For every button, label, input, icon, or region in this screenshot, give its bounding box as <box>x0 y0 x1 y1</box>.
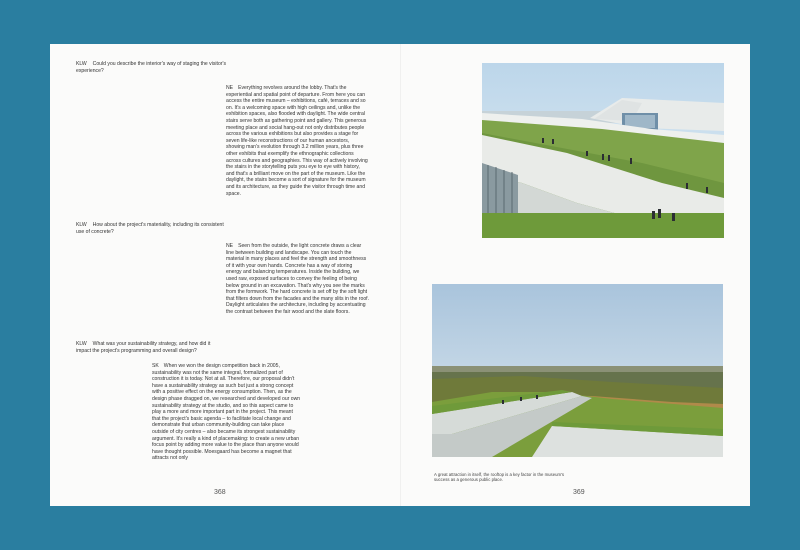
left-page-number: 368 <box>214 489 226 496</box>
question-2-speaker: KLW <box>76 222 87 228</box>
answer-1-speaker: NE <box>226 85 234 91</box>
right-page-number: 369 <box>573 489 585 496</box>
museum-rooftop-photo <box>482 63 724 238</box>
answer-3-text: When we won the design competition back in 2005, sustainability was not the same integral, formalized part of construction it is today. Not at all. Therefore, our proposal didn't have a sustainability strategy as such but just a strong concept with a positive effect on the energy consumption. Then, as the design phase dragged on, we researched and developed our own sustainability strategy at the studio, and so this aspect came to play a more and more important part in the project. This meant that the project's basic agenda – to facilitate local change and demonstrate that urban community-building can take place outside of city centres – also became its strongest sustainability argument. It's really a kind of placemaking: to create a new urban focus point by adding more value to the place than anyone would have thought possible. Moesgaard has become a magnet that attracts not only <box>152 363 301 462</box>
question-1 <box>76 61 226 74</box>
answer-3 <box>152 363 302 462</box>
question-1-speaker: KLW <box>76 61 87 67</box>
question-2 <box>76 222 226 235</box>
answer-1-text: Everything revolves around the lobby. That's the experiential and spatial point of departure. From here you can access the entire museum – exhibitions, café, terraces and so on. It's a welcoming space with high ceilings and, unlike the exhibition spaces, also flooded with daylight. The wide central stairs serve both as gathering point and gallery. This generous meeting place and social hang-out not only distributes people across the various exhibitions but also provides a stage for seven life-like reconstructions of our human ancestors, showing man's evolution through 3.2 million years, plus three other exhibits that exemplify the ethnographic collections across cultures and geographies. This way of actively involving the stairs in the storytelling puts you eye to eye with history, and that's a brilliant move on the part of the museum. Like the daylight, the stairs become a sort of signature for the museum and its architecture, as they guide the visitor through time and space. <box>226 85 368 197</box>
question-2-text: How about the project's materiality, including its consistent use of concrete? <box>76 222 224 235</box>
answer-1 <box>226 85 369 197</box>
question-3 <box>76 341 226 354</box>
museum-rooftop-illustration <box>482 63 724 238</box>
answer-2 <box>226 243 369 316</box>
book-spine <box>400 44 401 506</box>
question-1-text: Could you describe the interior's way of staging the visitor's experience? <box>76 61 226 74</box>
answer-2-text: Seen from the outside, the light concrete draws a clear line between building and landscape. You can touch the material in many places and feel the strength and smoothness of it with your own hands. Concrete has a way of storing energy and balancing temperatures. Inside the building, we used raw, exposed surfaces to convey the feeling of being below ground in an excavation. That's why you see the marks from the formwork. The hard concrete is set off by the soft light that filters down from the facades and the many slits in the roof. Daylight articulates the architecture, including by accentuating the contrast between the fair wood and the slate floors. <box>226 243 369 315</box>
photo-caption: A great attraction in itself, the rooftop is a key factor in the museum's success as a generous public place. <box>434 472 565 483</box>
question-3-speaker: KLW <box>76 341 87 347</box>
landscape-view-illustration <box>432 284 723 457</box>
answer-2-speaker: NE <box>226 243 234 249</box>
landscape-view-photo <box>432 284 723 457</box>
answer-3-speaker: SK <box>152 363 159 369</box>
question-3-text: What was your sustainability strategy, and how did it impact the project's programming and overall design? <box>76 341 211 354</box>
